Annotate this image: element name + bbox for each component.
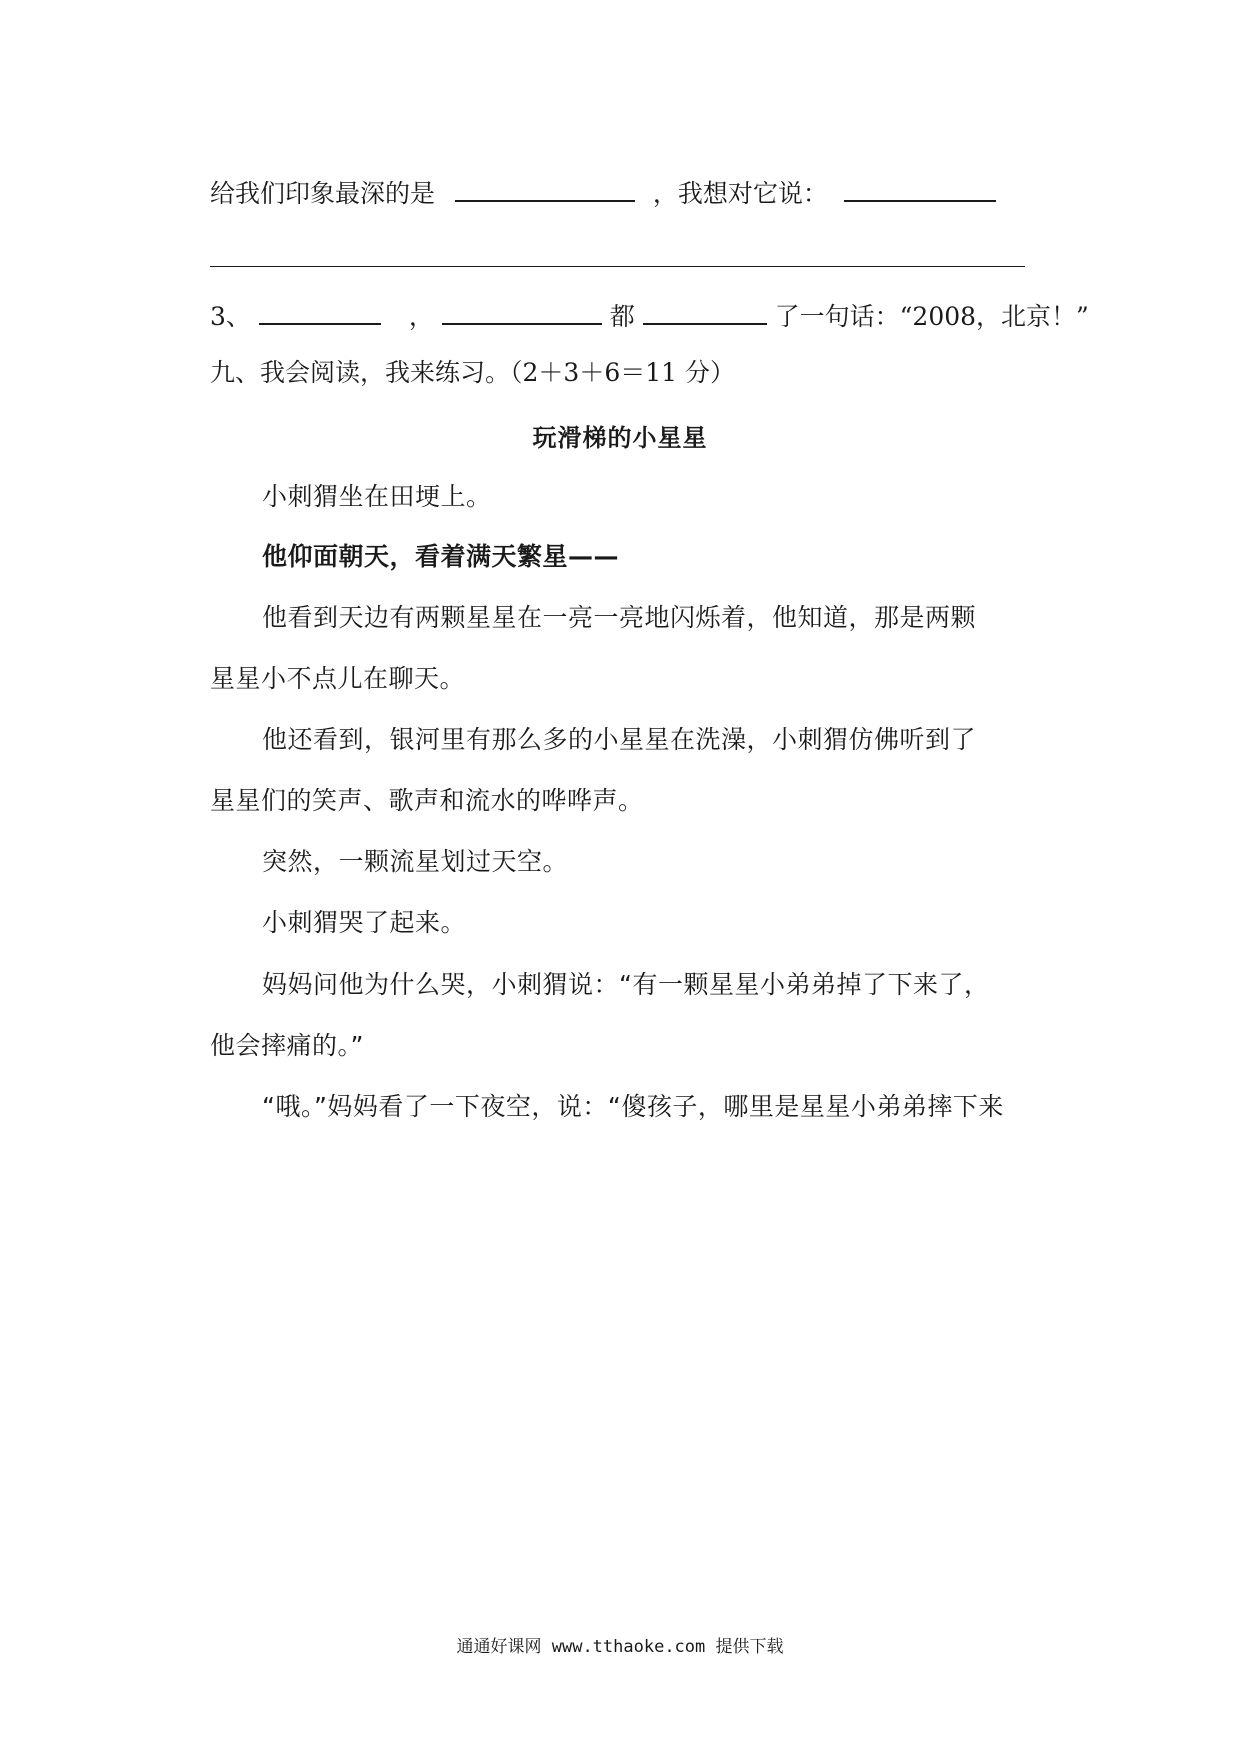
story-paragraph-3-line-2: 星星小不点儿在聊天。 <box>210 664 466 693</box>
story-paragraph-5: 突然，一颗流星划过天空。 <box>262 847 569 876</box>
fill-line-3 <box>210 297 1089 334</box>
footer-source-note: 通通好课网 www.tthaoke.com 提供下载 <box>456 1637 784 1657</box>
fill-line-3-comma: ， <box>408 302 434 331</box>
story-paragraph-1: 小刺猬坐在田埂上。 <box>262 482 492 511</box>
story-paragraph-6: 小刺猬哭了起来。 <box>262 908 467 937</box>
story-paragraph-3-line-1: 他看到天边有两颗星星在一亮一亮地闪烁着，他知道，那是两颗 <box>262 603 977 632</box>
story-paragraph-4-line-1: 他还看到，银河里有那么多的小星星在洗澡，小刺猬仿佛听到了 <box>262 725 977 754</box>
story-title: 玩滑梯的小星星 <box>532 423 708 452</box>
story-paragraph-8-line-1: “哦。”妈妈看了一下夜空，说：“傻孩子，哪里是星星小弟弟摔下来 <box>262 1092 1004 1121</box>
section-heading: 九、我会阅读，我来练习。（2＋3＋6＝11 分） <box>210 358 735 387</box>
fill-line-3-suffix: 了一句话：“2008，北京！” <box>774 302 1089 331</box>
fill-line-3-du: 都 <box>609 302 635 331</box>
fill-line-1-prefix: 给我们印象最深的是 <box>210 179 436 208</box>
story-paragraph-7-line-2: 他会摔痛的。” <box>210 1031 364 1060</box>
answer-blank[interactable] <box>844 174 996 202</box>
story-paragraph-4-line-2: 星星们的笑声、歌声和流水的哗哗声。 <box>210 786 644 815</box>
fill-line-1 <box>210 174 996 211</box>
story-paragraph-7-line-1: 妈妈问他为什么哭，小刺猬说：“有一颗星星小弟弟掉了下来了， <box>262 970 990 999</box>
answer-blank[interactable] <box>455 174 635 202</box>
answer-blank[interactable] <box>259 297 381 325</box>
fill-line-1-middle: ，我想对它说： <box>652 179 828 208</box>
answer-blank[interactable] <box>643 297 767 325</box>
fill-line-3-number: 3、 <box>210 302 251 331</box>
answer-rule-line[interactable] <box>210 266 1025 267</box>
story-paragraph-2: 他仰面朝天，看着满天繁星—— <box>262 542 620 571</box>
answer-blank[interactable] <box>442 297 602 325</box>
